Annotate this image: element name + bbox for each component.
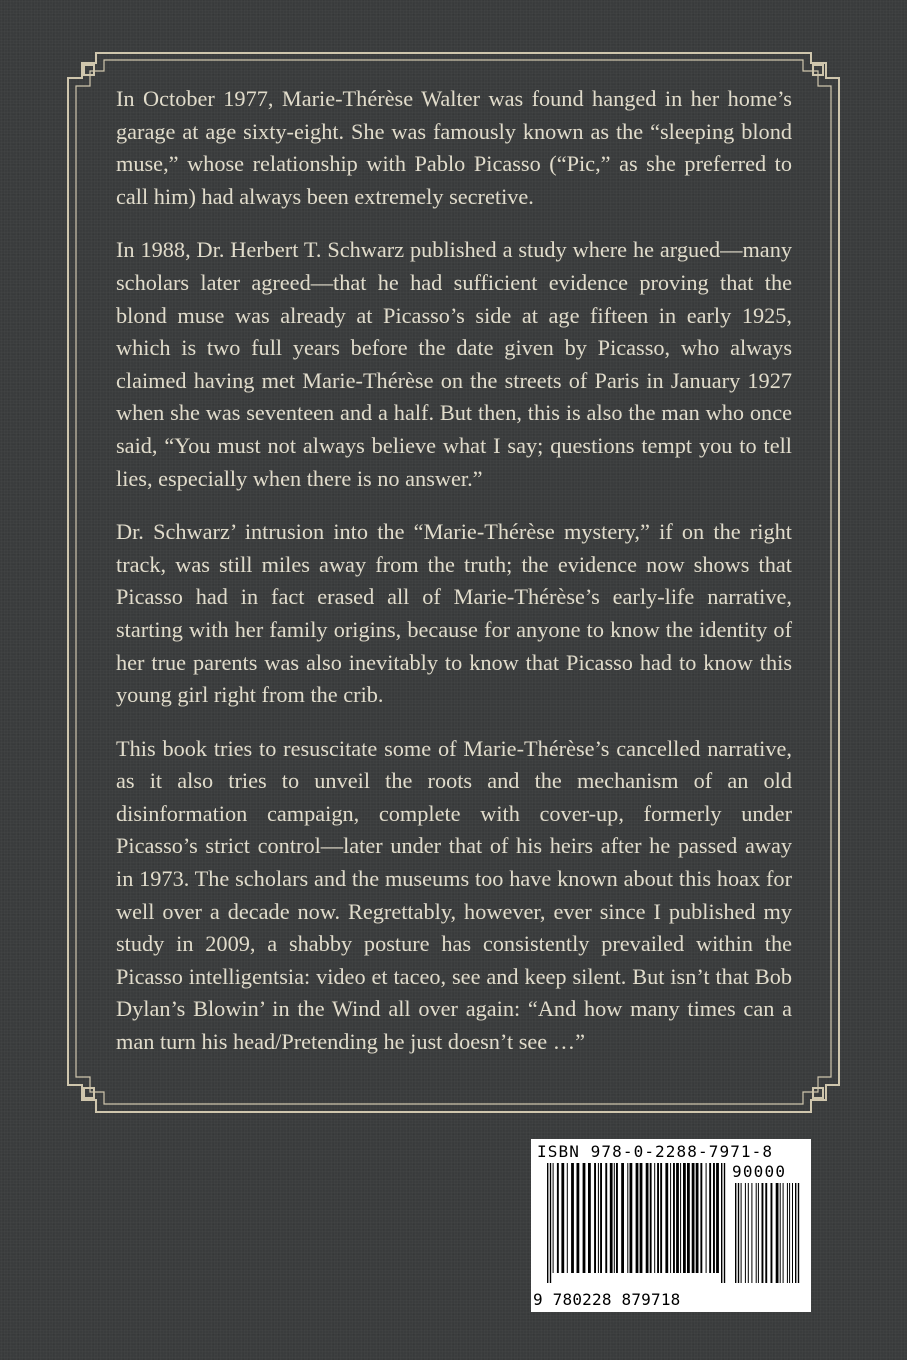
barcode-bar — [614, 1163, 615, 1273]
barcode-bar — [765, 1183, 767, 1283]
barcode-bar — [571, 1163, 574, 1273]
barcode-bar — [706, 1163, 707, 1273]
barcode-bar — [792, 1183, 793, 1283]
barcode-bar — [776, 1183, 779, 1283]
barcode-bar — [721, 1163, 722, 1283]
barcode-bar — [636, 1163, 639, 1273]
barcode-bars — [545, 1163, 727, 1283]
barcode-bar — [557, 1163, 559, 1273]
barcode-bar — [561, 1163, 564, 1273]
barcode-bar — [673, 1163, 675, 1273]
barcode-bar — [583, 1163, 586, 1273]
barcode-bar — [600, 1163, 602, 1273]
barcode-bar — [756, 1183, 757, 1283]
barcode-bar — [610, 1163, 613, 1273]
barcode-bar — [588, 1163, 591, 1273]
barcode-bar — [594, 1163, 596, 1273]
paragraph-2: In 1988, Dr. Herbert T. Schwarz published a study where he argued—many scholars later agreed—that he had sufficient evidence proving that the blond muse was already at Picasso’s side at age fifteen in early 1925, which is two full years before the date given by Picasso, who always claimed having met Marie-Thérèse on the streets of Paris in January 1927 when she was seventeen and a half. But then, this is also the man who once said, “You must not always believe what I say; questions tempt you to tell lies, especially when there is no answer.” — [116, 237, 792, 491]
addon-barcode-bars — [733, 1183, 801, 1283]
price-code: 90000 — [732, 1162, 787, 1181]
barcode-bar — [700, 1163, 702, 1273]
corner-ornament-bottom-left — [84, 1088, 94, 1098]
isbn-label: ISBN 978-0-2288-7971-8 — [537, 1142, 774, 1161]
barcode-bar — [795, 1183, 796, 1283]
barcode-bar — [665, 1163, 668, 1273]
paragraph-1: In October 1977, Marie-Thérèse Walter was found hanged in her home’s garage at age sixty-eight. She was famously known as the “sleeping blond muse,” whose relationship with Pablo Picasso (“Pic,” as she preferred to call him) had always been extremely secretive. — [116, 86, 792, 209]
barcode-bar — [724, 1163, 725, 1283]
barcode-bar — [738, 1183, 739, 1283]
barcode-bar — [713, 1163, 715, 1273]
barcode-bar — [616, 1163, 618, 1273]
barcode-bar — [780, 1183, 781, 1283]
barcode-bar — [735, 1183, 736, 1283]
barcode-bar — [547, 1163, 548, 1283]
barcode-bar — [716, 1163, 719, 1273]
barcode-bar — [598, 1163, 599, 1273]
barcode-bar — [798, 1183, 799, 1283]
barcode-bar — [692, 1163, 695, 1273]
barcode-bar — [771, 1183, 773, 1283]
barcode-bar — [630, 1163, 633, 1273]
barcode-bar — [646, 1163, 649, 1273]
barcode-bar — [621, 1163, 624, 1273]
barcode-bar — [683, 1163, 686, 1273]
barcode-bar — [550, 1163, 551, 1283]
barcode-bar — [650, 1163, 652, 1273]
barcode-bar — [758, 1183, 759, 1283]
barcode-bar — [745, 1183, 746, 1283]
barcode-bar — [709, 1163, 711, 1273]
barcode-bar — [605, 1163, 607, 1273]
barcode-bar — [553, 1163, 554, 1273]
barcode-bar — [751, 1183, 752, 1283]
barcode-bar — [676, 1163, 679, 1273]
barcode-bar — [567, 1163, 568, 1273]
paragraph-4: This book tries to resuscitate some of Marie-Thérèse’s cancelled narrative, as it also tries to unveil the roots and the mechanism of an old disinformation campaign, complete with cover-up, formerly under Picasso’s strict control—later under that of his heirs after he passed away in 1973. The scholars and the museums too have known about this hoax for well over a decade now. Regrettably, however, ever since I published my study in 2009, a shabby posture has consistently prevailed within the Picasso intelligentsia: video et taceo, see and keep silent. But isn’t that Bob Dylan’s Blowin’ in the Wind all over again: “And how many times can a man turn his head/Pretending he just doesn’t see …” — [116, 735, 792, 1055]
barcode-bar — [789, 1183, 790, 1283]
barcode-bar — [660, 1163, 662, 1273]
barcode-bar — [640, 1163, 643, 1273]
barcode-bar — [577, 1163, 580, 1273]
isbn-barcode — [531, 1139, 811, 1312]
barcode-bar — [657, 1163, 659, 1273]
paragraph-3: Dr. Schwarz’ intrusion into the “Marie-Thérèse mystery,” if on the right track, was still miles away from the truth; the evidence now shows that Picasso had in fact erased all of Marie-Thérèse’s early-life narrative, starting with her family origins, because for anyone to know the identity of her true parents was also inevitably to know that Picasso had to know this young girl right from the crib. — [116, 519, 792, 708]
barcode-bar — [787, 1183, 788, 1283]
barcode-bar — [680, 1163, 681, 1273]
barcode-bar — [627, 1163, 628, 1273]
barcode-bar — [783, 1183, 784, 1283]
barcode-digits: 9 780228 879718 — [533, 1290, 681, 1309]
barcode-bar — [654, 1163, 655, 1273]
barcode-bar — [696, 1163, 699, 1273]
corner-ornament-top-left — [84, 65, 94, 75]
back-cover-blurb — [116, 83, 792, 1080]
barcode-bar — [741, 1183, 742, 1283]
barcode-bar — [670, 1163, 671, 1273]
barcode-bar — [762, 1183, 764, 1283]
barcode-bar — [687, 1163, 690, 1273]
barcode-bar — [748, 1183, 749, 1283]
